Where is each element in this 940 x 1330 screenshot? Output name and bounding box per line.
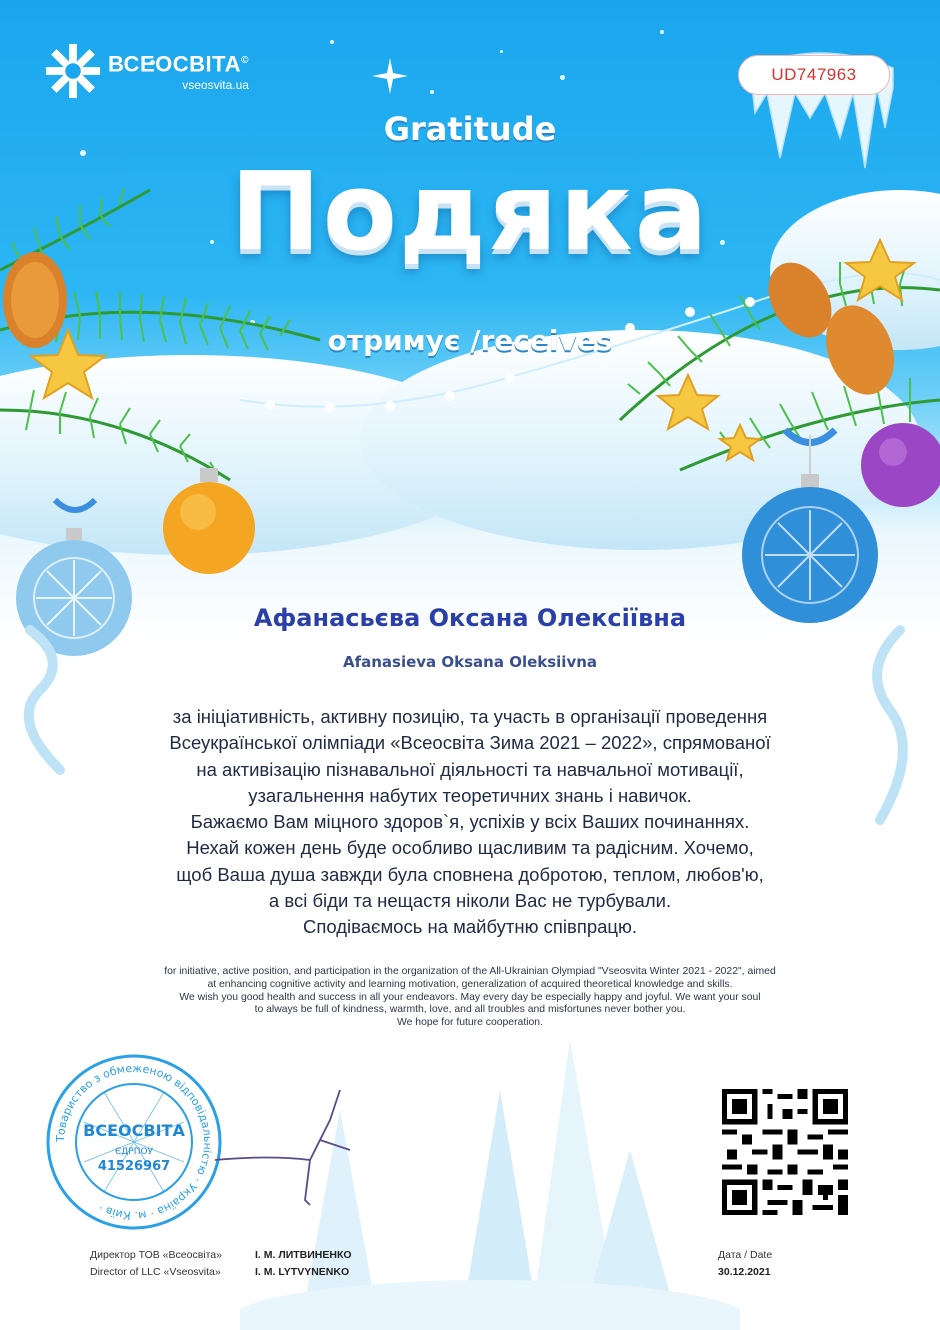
blue-ornament-right-icon (735, 410, 885, 630)
snow-dot (330, 40, 334, 44)
body-line: We wish you good health and success in all your endeavors. May every day be especially happy and joyful. We want your soul (179, 991, 761, 1003)
body-line: а всі біди та нещастя ніколи Вас не турбували. (268, 890, 672, 912)
gold-ornament-icon (160, 450, 260, 580)
body-line: Всеукраїнської олімпіади «Всеосвіта Зима 2021 – 2022», спрямованої (169, 732, 771, 754)
stamp-code-label: ЄДРПОУ (114, 1147, 154, 1157)
document-code-badge: UD747963 (738, 55, 890, 95)
body-line: We hope for future cooperation. (397, 1017, 543, 1029)
director-signature-block (90, 1247, 352, 1281)
snow-dot (430, 90, 434, 94)
recipient-name-uk: Афанасьєва Оксана Олексіївна (253, 604, 687, 632)
official-stamp (44, 1052, 224, 1232)
signature (210, 1080, 360, 1210)
body-line: Нехай кожен день буде особливо щасливим та радісним. Хочемо, (186, 837, 754, 859)
recipient-name-en: Afanasieva Oksana Oleksiivna (342, 653, 598, 671)
body-line: узагальнення набутих теоретичних знань і навичок. (248, 784, 692, 806)
logo[interactable] (44, 42, 249, 100)
brand-name: ВСЕОСВІТА (108, 51, 242, 77)
snow-dot (660, 30, 664, 34)
site-url: vseosvita.ua (182, 77, 249, 92)
director-label-uk: Директор ТОВ «Всеосвіта» (90, 1249, 222, 1261)
title-english: Gratitude (383, 110, 557, 148)
director-label-en: Director of LLC «Vseosvita» (90, 1266, 221, 1278)
date-value: 30.12.2021 (718, 1266, 771, 1278)
body-line: Бажаємо Вам міцного здоров`я, успіхів у всіх Ваших починаннях. (190, 811, 750, 833)
qr-code-icon (722, 1089, 848, 1215)
body-line: щоб Ваша душа завжди була сповнена добротою, теплом, любов'ю, (176, 863, 764, 885)
subtitle: отримує /receives (327, 324, 613, 357)
date-label: Дата / Date (718, 1249, 773, 1261)
body-line: Сподіваємось на майбутню співпрацю. (302, 916, 638, 938)
stamp-center-text: ВСЕОСВІТА (83, 1121, 185, 1140)
body-text-uk (90, 704, 850, 941)
snow-dot (500, 50, 503, 53)
body-line: at enhancing cognitive activity and learning motivation, generalization of acquired theoretical knowledge and skills. (207, 978, 733, 990)
registered-mark: © (241, 55, 249, 67)
qr-code[interactable] (716, 1083, 854, 1221)
body-line: for initiative, active position, and participation in the organization of the All-Ukrainian Olympiad "Vseosvita Winter 2021 - 2022", aimed (164, 966, 776, 977)
body-line: to always be full of kindness, warmth, love, and all troubles and misfortunes never bother you. (254, 1004, 686, 1016)
sparkle-icon (372, 58, 408, 94)
body-line: за ініціативність, активну позицію, та участь в організації проведення (172, 706, 768, 727)
director-name-en: I. M. LYTVYNENKO (255, 1266, 350, 1278)
stamp-code: 41526967 (97, 1159, 171, 1174)
snow-dot (560, 75, 565, 80)
date-block (718, 1247, 772, 1281)
director-name-uk: І. М. ЛИТВИНЕНКО (255, 1249, 352, 1261)
snowflake-logo-icon (44, 42, 102, 100)
body-text-en (90, 966, 850, 1030)
stamp-ring-text: Товариство з обмеженою відповідальністю · Україна · м. Київ · (53, 1061, 215, 1223)
body-line: на активізацію пізнавальної діяльності та навчальної мотивації, (196, 758, 744, 780)
title-ukrainian: Подяка (230, 150, 710, 275)
